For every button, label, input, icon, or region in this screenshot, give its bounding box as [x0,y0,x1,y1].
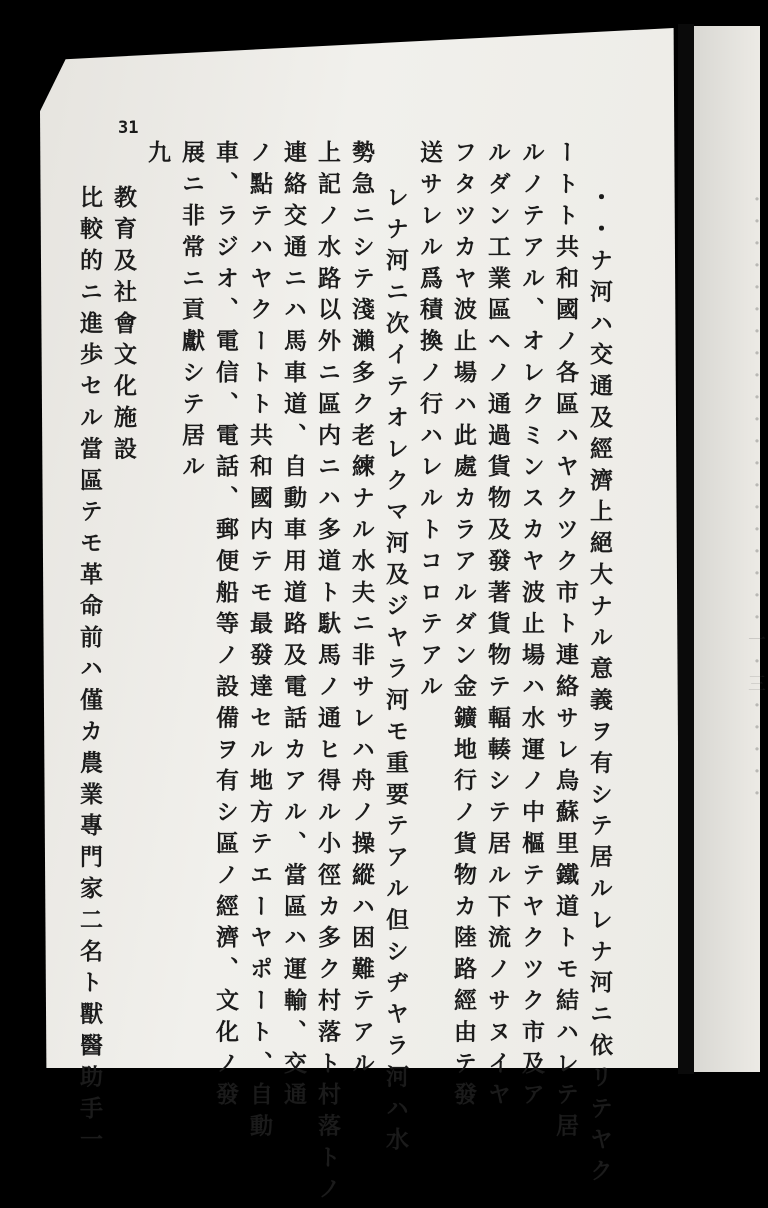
text-column: ルダン工業區ヘノ通過貨物及發著貨物テ輻輳シテ居ル下流ノサヌイヤ [484,140,511,1114]
text-column: ノ點テハヤクートト共和國内テモ最發達セル地方テエーヤポート、自動 [246,140,273,1145]
text-column: 送サレル爲積換ノ行ハレルトコロテアル [416,140,443,706]
text-column: レナ河ニ次イテオレクマ河及ジヤラ河モ重要テアル但シヂヤラ河ハ水 [382,185,409,1159]
text-column: 車、ラジオ、電信、電話、郵便船等ノ設備ヲ有シ區ノ經濟、文化ノ發 [212,140,239,1114]
facing-page-ghost-text: ・・・・・・・・・・・・・・・・・・・・一・三・・・・・ [745,190,766,806]
book-spine [678,24,694,1074]
text-column: 勢急ニシテ淺瀨多ク老練ナル水夫ニ非サレハ舟ノ操縱ハ困難テアル [348,140,375,1082]
page-number: 31 [118,118,139,138]
text-column: 展ニ非常ニ貢獻シテ居ル [178,140,205,486]
text-column: ルノテアル、オレクミンスカヤ波止場ハ水運ノ中樞テヤクツク市及ア [518,140,545,1114]
text-column: 上記ノ水路以外ニ區内ニハ多道ト馱馬ノ通ヒ得ル小徑カ多ク村落ト村落トノ [314,140,341,1208]
section-number: 九 [144,140,171,172]
text-column: 比較的ニ進歩セル當區テモ革命前ハ僅カ農業專門家二名ト獸醫助手一 [76,185,103,1159]
vertical-text-block [76,140,616,1208]
text-column: ・・ナ河ハ交通及經濟上絕大ナル意義ヲ有シテ居ルレナ河ニ依リテヤク [586,185,613,1190]
text-column: 連絡交通ニハ馬車道、自動車用道路及電話カアル、當區ハ運輸、交通 [280,140,307,1114]
section-heading: 教育及社會文化施設 [110,185,137,468]
text-column: フタツカヤ波止場ハ此處カラアルダン金鑛地行ノ貨物カ陸路經由テ發 [450,140,477,1114]
text-column: ートト共和國ノ各區ハヤクツク市ト連絡サレ烏蘇里鐵道トモ結ハレテ居 [552,140,579,1145]
